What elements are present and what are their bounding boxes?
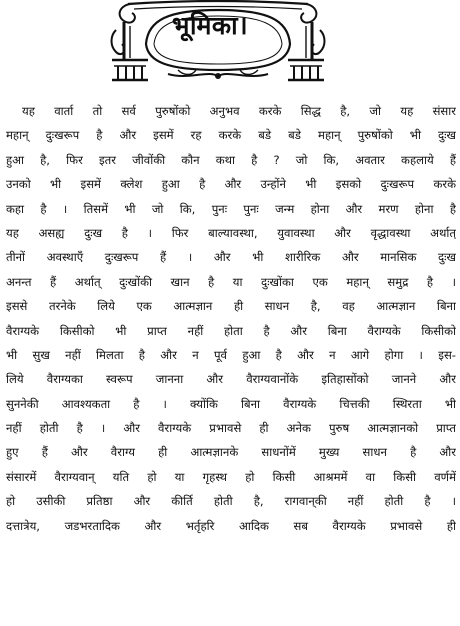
text-line: नहीं होती है । और वैराग्यके प्रभावसे ही अनेक पुरुष आत्मज्ञानको प्राप्त <box>6 421 456 436</box>
text-line: अनन्त हैं अर्थात् दुःखोंकी खान है या दुःखोंका एक महान् समुद्र है । <box>6 274 456 289</box>
text-line: महान् दुःखरूप है और इसमें रह करके बडे बडे महान् पुरुषोंको भी दुःख <box>6 128 456 143</box>
text-line: दत्तात्रेय, जडभरतादिक और भर्तृहरि आदिक सब वैराग्यके प्रभावसे ही <box>6 518 456 533</box>
text-line: हुए हैं और वैराग्य ही आत्मज्ञानके साधनोंमें मुख्य साधन है और <box>6 445 456 460</box>
text-line: संसारमें वैराग्यवान् यति हो या गृहस्थ हो किसी आश्रममें वा किसी वर्णमें <box>6 469 456 484</box>
text-line: यह वार्ता तो सर्व पुरुषोंको अनुभव करके सिद्ध है, जो यह संसार <box>22 104 456 118</box>
text-line: हुआ है, फिर इतर जीवोंकी कौन कथा है ? जो कि, अवतार कहलाये हैं <box>6 152 456 167</box>
body-text <box>6 99 456 538</box>
text-line: वैराग्यके किसीको भी प्राप्त नहीं होता है और बिना वैराग्यके किसीको <box>6 323 456 338</box>
text-line: हो उसीकी प्रतिष्ठा और कीर्ति होती है, रागवान्‌की नहीं होती है । <box>6 494 456 509</box>
text-line: इससे तरनेके लिये एक आत्मज्ञान ही साधन है, वह आत्मज्ञान बिना <box>6 299 456 314</box>
text-line: भी सुख नहीं मिलता है और न पूर्व हुआ है और न आगे होगा । इस- <box>6 347 456 362</box>
text-line: लिये वैराग्यका स्वरूप जानना और वैराग्यवानोंके इतिहासोंको जानने और <box>6 372 456 387</box>
text-line: कहा है । तिसमें भी जो कि, पुनः पुनः जन्म होना और मरण होना है <box>6 201 456 216</box>
text-line: सुननेकी आवश्यकता है । क्योंकि बिना वैराग्यके चित्तकी स्थिरता भी <box>6 396 456 411</box>
text-line: उनको भी इसमें क्लेश हुआ है और उन्होंने भी इसको दुःखरूप करके <box>6 177 456 192</box>
text-line: तीनों अवस्थाएँ दुःखरूप हैं । और भी शारीरिक और मानसिक दुःख <box>6 250 456 265</box>
page-title: भूमिका। <box>171 11 249 40</box>
text-line: यह असह्य दुःख है । फिर बाल्यावस्था, युवावस्था और वृद्धावस्था अर्थात् <box>6 225 456 240</box>
